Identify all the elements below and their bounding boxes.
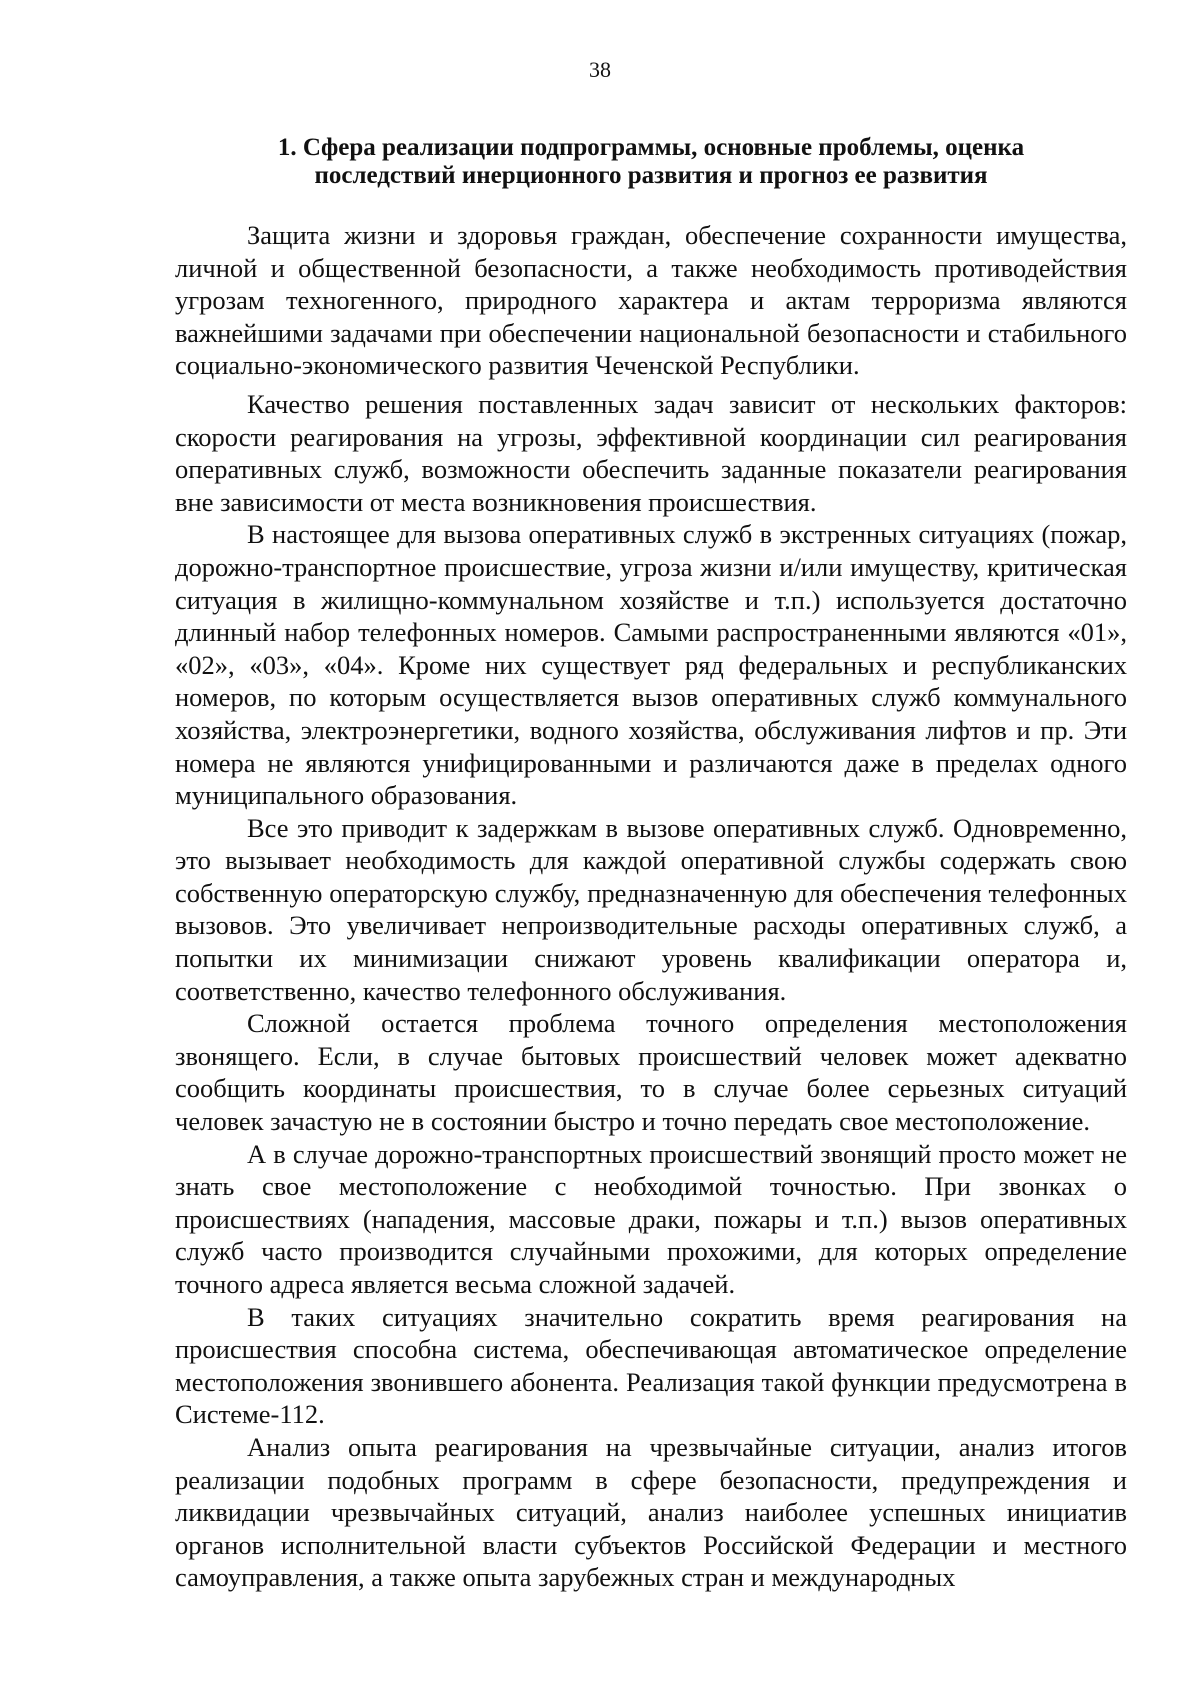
- paragraph-5: Сложной остается проблема точного определения местоположения звонящего. Если, в случае бытовых происшествий человек может адекватно сообщить координаты происшествия, то в случае более серьезных ситуаций человек зачастую не в состоянии быстро и точно передать свое местоположение.: [175, 1008, 1127, 1137]
- paragraph-2: Качество решения поставленных задач зависит от нескольких факторов: скорости реагирования на угрозы, эффективной координации сил реагирования оперативных служб, возможности обеспечить заданные показатели реагирования вне зависимости от места возникновения происшествия.: [175, 388, 1127, 517]
- paragraph-8: Анализ опыта реагирования на чрезвычайные ситуации, анализ итогов реализации подобных программ в сфере безопасности, предупреждения и ликвидации чрезвычайных ситуаций, анализ наиболее успешных инициатив органов исполнительной власти субъектов Российской Федерации и местного самоуправления, а также опыта зарубежных стран и международных: [175, 1431, 1127, 1593]
- paragraph-4: Все это приводит к задержкам в вызове оперативных служб. Одновременно, это вызывает необходимость для каждой оперативной службы содержать свою собственную операторскую службу, предназначенную для обеспечения телефонных вызовов. Это увеличивает непроизводительные расходы оперативных служб, а попытки их минимизации снижают уровень квалификации оператора и, соответственно, качество телефонного обслуживания.: [175, 812, 1127, 1006]
- paragraph-3: В настоящее для вызова оперативных служб в экстренных ситуациях (пожар, дорожно-транспортное происшествие, угроза жизни и/или имуществу, критическая ситуация в жилищно-коммунальном хозяйстве и т.п.) используется достаточно длинный набор телефонных номеров. Самыми распространенными являются «01», «02», «03», «04». Кроме них существует ряд федеральных и республиканских номеров, по которым осуществляется вызов оперативных служб коммунального хозяйства, электроэнергетики, водного хозяйства, обслуживания лифтов и пр. Эти номера не являются унифицированными и различаются даже в пределах одного муниципального образования.: [175, 519, 1127, 811]
- page-number: 38: [589, 57, 611, 82]
- paragraph-7: В таких ситуациях значительно сократить время реагирования на происшествия способна система, обеспечивающая автоматическое определение местоположения звонившего абонента. Реализация такой функции предусмотрена в Системе-112.: [175, 1301, 1127, 1430]
- body-text: [175, 219, 1127, 1600]
- paragraph-1: Защита жизни и здоровья граждан, обеспечение сохранности имущества, личной и общественной безопасности, а также необходимость противодействия угрозам техногенного, природного характера и актам терроризма являются важнейшими задачами при обеспечении национальной безопасности и стабильного социально-экономического развития Чеченской Республики.: [175, 220, 1127, 381]
- section-title: [176, 134, 1126, 190]
- paragraph-6: А в случае дорожно-транспортных происшествий звонящий просто может не знать свое местоположение с необходимой точностью. При звонках о происшествиях (нападения, массовые драки, пожары и т.п.) вызов оперативных служб часто производится случайными прохожими, для которых определение точного адреса является весьма сложной задачей.: [175, 1138, 1127, 1299]
- section-title-line-1: 1. Сфера реализации подпрограммы, основные проблемы, оценка: [277, 134, 1025, 161]
- section-title-line-2: последствий инерционного развития и прогноз ее развития: [314, 162, 988, 189]
